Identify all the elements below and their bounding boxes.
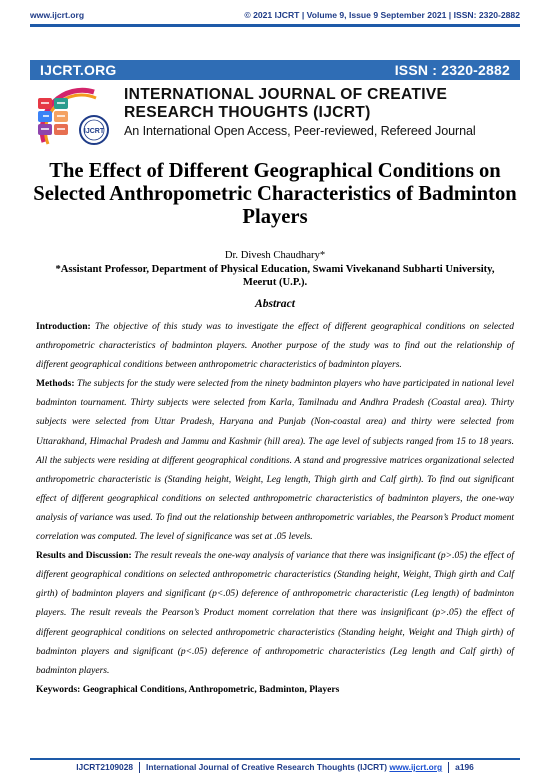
abstract-heading: Abstract bbox=[255, 297, 295, 310]
header-citation: © 2021 IJCRT | Volume 9, Issue 9 September 2021 | ISSN: 2320-2882 bbox=[244, 10, 520, 20]
banner-site: IJCRT.ORG bbox=[40, 62, 117, 78]
footer-journal bbox=[146, 762, 442, 772]
methods-text: The subjects for the study were selected from the ninety badminton players who have participated in national level badminton tournament. Thirty subjects were selected from Karla, Tamilnadu and Andhra Pradesh (Coastal area). Thirty subjects were selected from Uttar Pradesh, Haryana and Punjab (Non-coastal area) and thirty were selected from Uttarakhand, Himachal Pradesh and Jammu and Kashmir (hill area). The age level of subjects ranged from 15 to 18 years. All the subjects were residing at different geographical conditions. A stand and progressive matrices organizational selected anthropometric characteristic is (Standing height, Weight, Leg length, Thigh girth and Calf girth). To find out significant effect of different geographical conditions on selected anthropometric characteristics of badminton players, the one-way analysis of variance was used. To find out the relationship between anthropometric variables, the Pearson’s Product moment correlation was computed. The level of significance was set at .05 levels. bbox=[36, 379, 514, 543]
running-header bbox=[30, 8, 520, 22]
intro-label: Introduction: bbox=[36, 322, 91, 332]
journal-logo-icon bbox=[34, 84, 126, 148]
keywords-label: Keywords: bbox=[36, 684, 81, 695]
abstract-keywords bbox=[36, 681, 514, 700]
journal-name-line-1: INTERNATIONAL JOURNAL OF CREATIVE bbox=[124, 86, 448, 103]
journal-banner bbox=[30, 60, 520, 80]
paper-title: The Effect of Different Geographical Conditions on Selected Anthropometric Characteristics of Badminton Players bbox=[33, 160, 517, 228]
keywords-text: Geographical Conditions, Anthropometric, Badminton, Players bbox=[82, 684, 340, 695]
footer-paper-id: IJCRT2109028 bbox=[76, 762, 134, 772]
banner-issn: ISSN : 2320-2882 bbox=[394, 62, 510, 78]
paper-affiliation: *Assistant Professor, Department of Physical Education, Swami Vivekanand Subharti University, Meerut (U.P.). bbox=[55, 264, 495, 288]
abstract-body bbox=[36, 318, 514, 700]
footer-page-number: a196 bbox=[455, 762, 474, 772]
seal-text: IJCRT bbox=[83, 128, 105, 135]
results-text: The result reveals the one-way analysis of variance that there was insignificant (p>.05) the effect of different geographical conditions on selected anthropometric characteristics (Standing height, Weight, Thigh girth and Calf girth) of badminton players and significant (p<.05) deference of anthropometric characteristic (Leg length) of badminton players. The result reveals the Pearson’s Product moment correlation that there was insignificant (p>.05) the effect of different geographical conditions on selected anthropometric characteristics (Standing height, Weight and Thigh girth) of badminton players and significant (p<.05) deference of anthropometric characteristics (Leg length and Calf girth) of badminton players. bbox=[36, 551, 515, 676]
footer-separator bbox=[139, 762, 140, 773]
abstract-introduction bbox=[36, 318, 514, 375]
page-footer bbox=[30, 760, 520, 774]
header-rule bbox=[30, 24, 520, 27]
footer-site-link[interactable]: www.ijcrt.org bbox=[389, 762, 443, 772]
abstract-results bbox=[36, 547, 514, 681]
journal-name bbox=[124, 86, 524, 122]
abstract-methods bbox=[36, 375, 514, 547]
journal-subtitle: An International Open Access, Peer-reviewed, Refereed Journal bbox=[124, 124, 476, 138]
intro-text: The objective of this study was to investigate the effect of different geographical conditions on selected anthropometric characteristics of badminton players. Another purpose of the study was to find out the relationship of different geographical conditions between anthropometric characteristics of badminton players. bbox=[36, 322, 514, 371]
header-site-link[interactable]: www.ijcrt.org bbox=[30, 10, 85, 20]
results-label: Results and Discussion: bbox=[36, 551, 132, 562]
footer-journal-text: International Journal of Creative Research Thoughts (IJCRT) bbox=[146, 762, 388, 772]
paper-author: Dr. Divesh Chaudhary* bbox=[224, 250, 326, 261]
methods-label: Methods: bbox=[36, 379, 75, 390]
footer-separator bbox=[448, 762, 449, 773]
journal-name-line-2: RESEARCH THOUGHTS (IJCRT) bbox=[124, 104, 371, 121]
